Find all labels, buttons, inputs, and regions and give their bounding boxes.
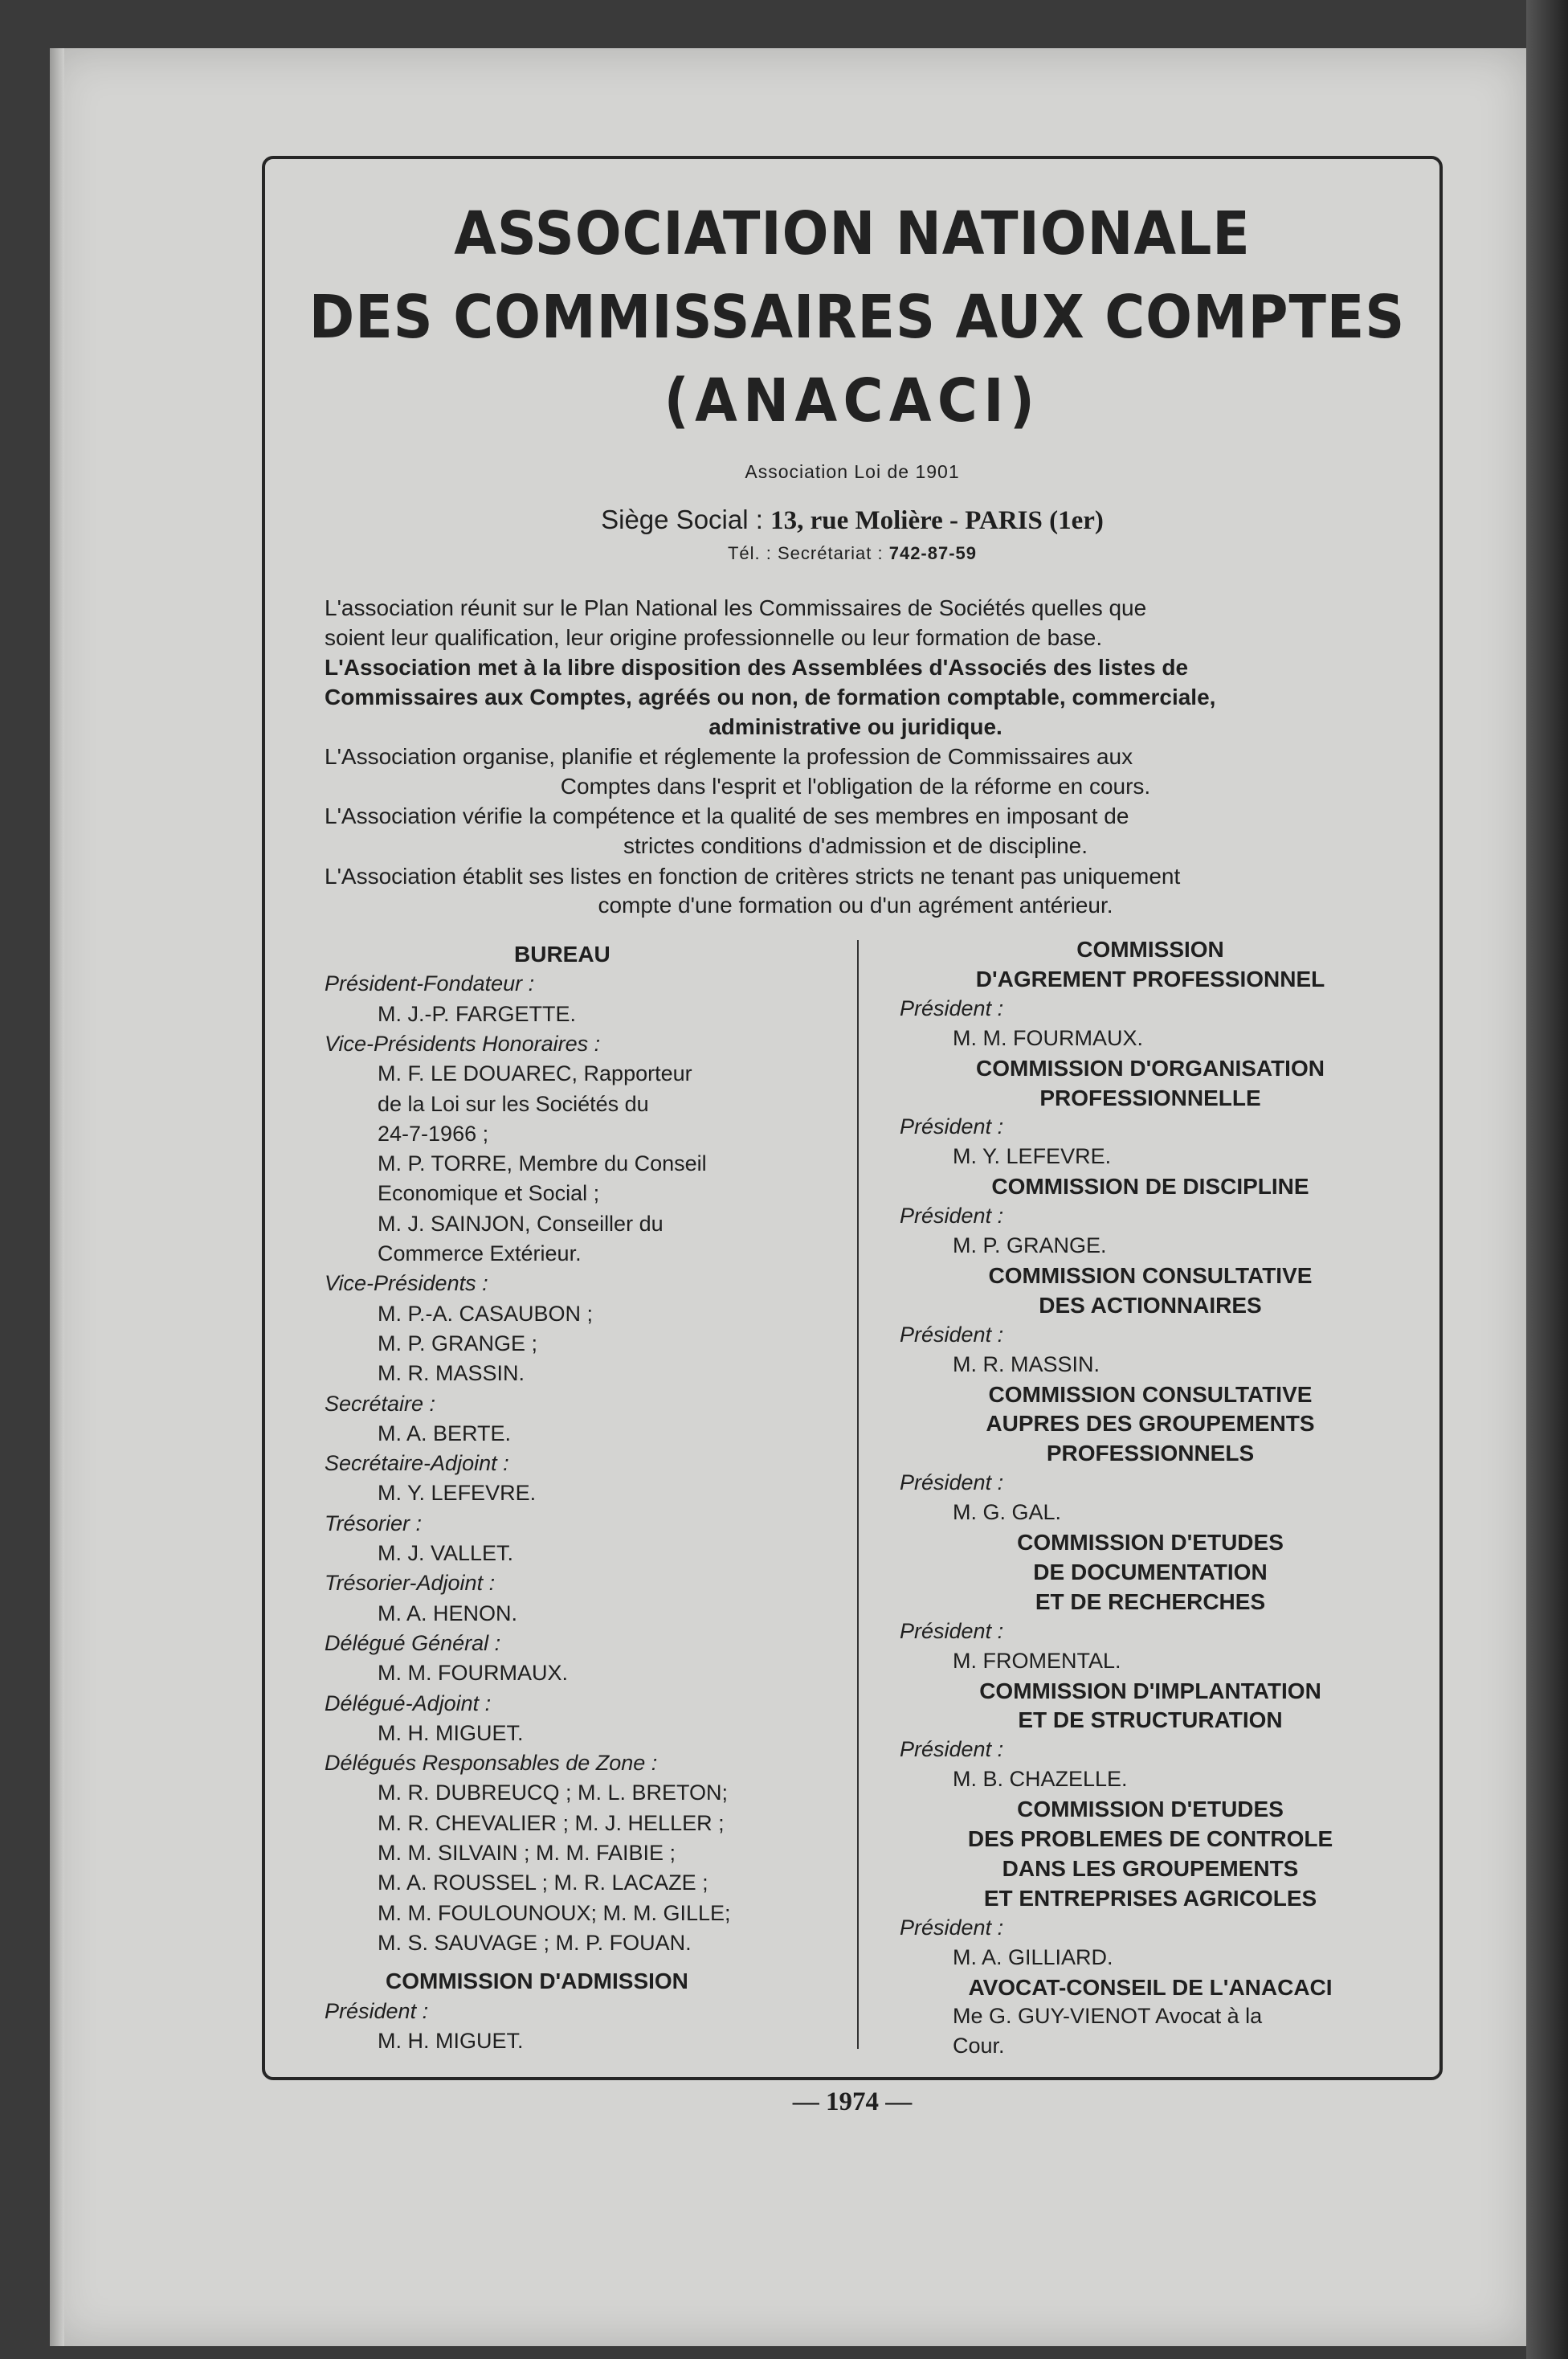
member-name: M. P. TORRE, Membre du Conseil	[378, 1151, 707, 1176]
paragraph-line: Comptes dans l'esprit et l'obligation de la réforme en cours.	[560, 774, 1151, 799]
role-label: Vice-Présidents Honoraires :	[325, 1031, 601, 1056]
commission-heading: AVOCAT-CONSEIL DE L'ANACACI	[968, 1974, 1333, 2000]
commission-heading: COMMISSION D'ETUDES	[1017, 1530, 1284, 1555]
paragraph-line: L'Association organise, planifie et réglemente la profession de Commissaires aux	[325, 744, 1133, 769]
member-name: M. S. SAUVAGE ; M. P. FOUAN.	[378, 1930, 692, 1955]
role-label: Président :	[900, 1114, 1004, 1139]
member-name: M. A. HENON.	[378, 1601, 518, 1625]
member-name: 24-7-1966 ;	[378, 1121, 489, 1146]
member-name: M. A. BERTE.	[378, 1421, 512, 1445]
commission-heading: DE DOCUMENTATION	[1033, 1559, 1268, 1584]
commission-heading: DES ACTIONNAIRES	[1039, 1292, 1262, 1318]
member-name: de la Loi sur les Sociétés du	[378, 1091, 649, 1116]
title-line-1: ASSOCIATION NATIONALE	[454, 199, 1251, 268]
member-name: M. R. CHEVALIER ; M. J. HELLER ;	[378, 1810, 725, 1835]
commission-heading: COMMISSION D'IMPLANTATION	[979, 1678, 1321, 1703]
association-subtitle: Association Loi de 1901	[745, 461, 960, 482]
paragraph-line: L'association réunit sur le Plan National les Commissaires de Sociétés quelles que	[325, 595, 1147, 620]
paragraph-line: strictes conditions d'admission et de discipline.	[623, 833, 1088, 858]
member-name: M. H. MIGUET.	[378, 1720, 524, 1745]
commission-heading: DES PROBLEMES DE CONTROLE	[967, 1826, 1333, 1851]
member-name: M. M. FOURMAUX.	[953, 1025, 1143, 1050]
role-label: Président :	[900, 1322, 1004, 1347]
page-edge	[50, 48, 64, 2346]
member-name: M. G. GAL.	[953, 1500, 1062, 1525]
member-name: Economique et Social ;	[378, 1181, 600, 1206]
commission-heading: PROFESSIONNELLE	[1039, 1085, 1261, 1110]
member-name: M. R. DUBREUCQ ; M. L. BRETON;	[378, 1780, 729, 1805]
commission-heading: ET DE STRUCTURATION	[1018, 1707, 1283, 1733]
member-name: M. M. SILVAIN ; M. M. FAIBIE ;	[378, 1841, 676, 1865]
member-name: M. J. SAINJON, Conseiller du	[378, 1211, 664, 1236]
role-label: Trésorier-Adjoint :	[325, 1571, 496, 1596]
member-name: M. A. GILLIARD.	[953, 1944, 1113, 1969]
telephone-line	[262, 543, 1443, 564]
commission-heading: COMMISSION DE DISCIPLINE	[991, 1174, 1309, 1200]
paragraph-line: L'Association vérifie la compétence et la qualité de ses membres en imposant de	[325, 803, 1129, 828]
member-name: Commerce Extérieur.	[378, 1241, 582, 1265]
tel-number: 742-87-59	[888, 543, 978, 563]
tel-label: Tél. : Secrétariat :	[727, 543, 884, 563]
commission-heading: COMMISSION D'ORGANISATION	[976, 1055, 1325, 1081]
member-name: M. F. LE DOUAREC, Rapporteur	[378, 1061, 692, 1086]
member-name: M. M. FOURMAUX.	[378, 1661, 568, 1686]
siege-social	[262, 505, 1443, 536]
role-label: Président :	[900, 1204, 1004, 1229]
title-line-3: (ANACACI)	[664, 366, 1041, 435]
commission-heading: ET DE RECHERCHES	[1035, 1588, 1266, 1614]
role-label: Délégué Général :	[325, 1630, 501, 1655]
role-label: Vice-Présidents :	[325, 1271, 488, 1296]
role-label: Secrétaire :	[325, 1391, 436, 1416]
commission-heading: COMMISSION CONSULTATIVE	[988, 1262, 1313, 1288]
role-label: Trésorier :	[325, 1511, 423, 1535]
title-line-2: DES COMMISSAIRES AUX COMPTES	[308, 283, 1406, 352]
paragraph-line: soient leur qualification, leur origine professionnelle ou leur formation de base.	[325, 625, 1103, 650]
member-name: M. J. VALLET.	[378, 1541, 514, 1565]
paragraph-line: L'Association établit ses listes en fonction de critères stricts ne tenant pas uniquement	[325, 864, 1181, 889]
role-label: Président :	[325, 1998, 429, 2023]
commission-heading: COMMISSION	[1076, 937, 1224, 962]
commission-heading: PROFESSIONNELS	[1046, 1441, 1255, 1466]
paragraph-line: compte d'une formation ou d'un agrément antérieur.	[598, 893, 1113, 918]
member-name: M. P. GRANGE ;	[378, 1331, 538, 1355]
role-label: Président :	[900, 1470, 1004, 1495]
member-name: M. A. ROUSSEL ; M. R. LACAZE ;	[378, 1870, 708, 1895]
commission-heading: DANS LES GROUPEMENTS	[1002, 1855, 1299, 1881]
member-name: M. Y. LEFEVRE.	[953, 1144, 1112, 1169]
role-label: Délégués Responsables de Zone :	[325, 1751, 658, 1776]
role-label: Président :	[900, 1915, 1004, 1940]
role-label: Président :	[900, 1737, 1004, 1762]
member-name: M. M. FOULOUNOUX; M. M. GILLE;	[378, 1900, 731, 1925]
paragraph-line: Commissaires aux Comptes, agréés ou non, de formation comptable, commerciale,	[325, 685, 1216, 709]
section-heading: COMMISSION D'ADMISSION	[386, 1969, 688, 1994]
commission-heading: AUPRES DES GROUPEMENTS	[986, 1411, 1315, 1437]
role-label: Président-Fondateur :	[325, 971, 535, 996]
member-name: M. Y. LEFEVRE.	[378, 1481, 537, 1506]
paragraph-line: administrative ou juridique.	[708, 714, 1002, 739]
member-name: M. R. MASSIN.	[378, 1361, 525, 1386]
commission-heading: COMMISSION D'ETUDES	[1017, 1797, 1284, 1822]
binding-shadow	[1526, 0, 1568, 2359]
member-name: M. B. CHAZELLE.	[953, 1767, 1128, 1792]
commission-heading: COMMISSION CONSULTATIVE	[988, 1381, 1313, 1407]
role-label: Président :	[900, 1618, 1004, 1643]
member-name: M. H. MIGUET.	[378, 2028, 524, 2053]
siege-address: 13, rue Molière - PARIS (1er)	[770, 506, 1104, 535]
member-name: M. P.-A. CASAUBON ;	[378, 1301, 594, 1326]
section-heading: BUREAU	[514, 942, 610, 967]
member-name: M. P. GRANGE.	[953, 1233, 1107, 1257]
role-label: Secrétaire-Adjoint :	[325, 1451, 509, 1476]
page-number: — 1974 —	[792, 2087, 913, 2116]
column-divider	[857, 940, 859, 2049]
member-name: M. R. MASSIN.	[953, 1351, 1100, 1376]
role-label: Président :	[900, 996, 1004, 1020]
member-name: Me G. GUY-VIENOT Avocat à la	[953, 2004, 1263, 2029]
role-label: Délégué-Adjoint :	[325, 1691, 492, 1715]
paragraph-line: L'Association met à la libre disposition des Assemblées d'Associés des listes de	[325, 655, 1189, 680]
member-name: Cour.	[953, 2034, 1005, 2059]
siege-label: Siège Social :	[601, 505, 763, 534]
commission-heading: D'AGREMENT PROFESSIONNEL	[975, 966, 1325, 991]
member-name: M. J.-P. FARGETTE.	[378, 1001, 577, 1026]
commission-heading: ET ENTREPRISES AGRICOLES	[983, 1885, 1317, 1911]
member-name: M. FROMENTAL.	[953, 1648, 1121, 1673]
